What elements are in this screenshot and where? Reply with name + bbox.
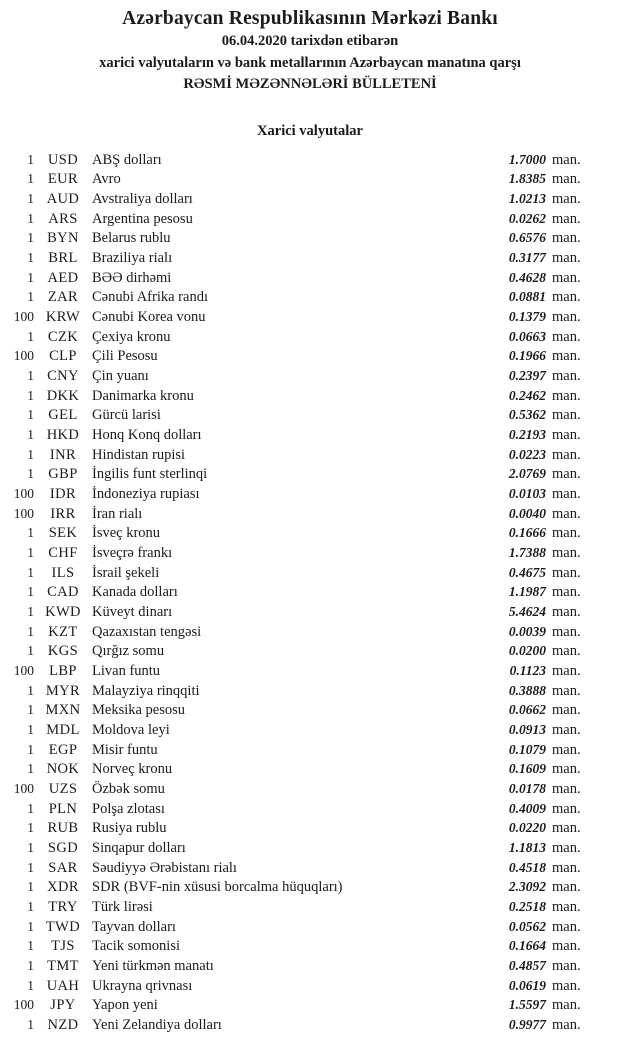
currency-name: Polşa zlotası: [92, 800, 165, 817]
unit-label: man.: [552, 938, 581, 955]
quantity-value: 100: [13, 348, 34, 364]
quantity-value: 1: [27, 171, 34, 187]
rate-value: 0.0220: [508, 820, 546, 836]
quantity-value: 1: [27, 230, 34, 246]
unit-label: man.: [552, 348, 581, 365]
exchange-rate-row: [0, 759, 620, 779]
exchange-rate-row: [0, 582, 620, 602]
currency-code: LBP: [49, 662, 77, 679]
currency-name: Qırğız somu: [92, 643, 165, 660]
unit-label: man.: [552, 603, 581, 620]
exchange-rate-row: [0, 877, 620, 897]
exchange-rate-row: [0, 189, 620, 209]
quantity-value: 100: [13, 308, 34, 324]
currency-name: Ukrayna qrivnası: [92, 977, 193, 994]
unit-label: man.: [552, 308, 581, 325]
rate-value: 1.0213: [508, 190, 546, 206]
unit-label: man.: [552, 800, 581, 817]
quantity-value: 1: [27, 721, 34, 737]
unit-label: man.: [552, 682, 581, 699]
currency-name: Tacik somonisi: [92, 938, 180, 955]
exchange-rate-row: [0, 956, 620, 976]
quantity-value: 1: [27, 899, 34, 915]
unit-label: man.: [552, 505, 581, 522]
currency-code: GEL: [48, 407, 78, 424]
unit-label: man.: [552, 584, 581, 601]
rate-value: 0.1123: [509, 662, 546, 678]
rate-value: 0.4675: [508, 564, 546, 580]
exchange-rate-row: [0, 779, 620, 799]
quantity-value: 100: [13, 662, 34, 678]
unit-label: man.: [552, 328, 581, 345]
exchange-rate-row: [0, 307, 620, 327]
effective-date-line: 06.04.2020 tarixdən etibarən: [221, 33, 399, 49]
unit-label: man.: [552, 741, 581, 758]
rate-value: 0.4628: [508, 269, 546, 285]
rate-value: 0.0619: [508, 977, 546, 993]
currency-name: Çili Pesosu: [92, 348, 158, 365]
rate-value: 0.9977: [508, 1017, 546, 1033]
rate-value: 1.8385: [508, 171, 546, 187]
exchange-rate-row: [0, 858, 620, 878]
bank-title: Azərbaycan Respublikasının Mərkəzi Bankı: [122, 8, 498, 29]
exchange-rate-row: [0, 897, 620, 917]
exchange-rate-row: [0, 386, 620, 406]
rate-value: 0.1079: [508, 741, 546, 757]
unit-label: man.: [552, 171, 581, 188]
currency-name: Moldova leyi: [92, 721, 170, 738]
rate-value: 0.4518: [508, 859, 546, 875]
exchange-rate-row: [0, 838, 620, 858]
currency-code: SEK: [48, 525, 78, 542]
unit-label: man.: [552, 761, 581, 778]
exchange-rate-row: [0, 543, 620, 563]
rate-value: 0.1664: [508, 938, 546, 954]
currency-name: Hindistan rupisi: [92, 446, 186, 463]
rate-value: 0.0663: [508, 328, 546, 344]
bulletin-title-line: RƏSMİ MƏZƏNNƏLƏRİ BÜLLETENİ: [183, 76, 437, 92]
exchange-rate-row: [0, 523, 620, 543]
rate-value: 1.7388: [508, 544, 546, 560]
currency-code: RUB: [47, 820, 79, 837]
quantity-value: 1: [27, 426, 34, 442]
currency-name: İsveçrə frankı: [92, 544, 173, 561]
currency-code: XDR: [47, 879, 79, 896]
rate-value: 0.5362: [508, 407, 546, 423]
currency-code: KGS: [47, 643, 79, 660]
currency-name: Küveyt dinarı: [92, 603, 173, 620]
rate-value: 0.0178: [508, 781, 546, 796]
currency-code: KWD: [45, 603, 81, 620]
quantity-value: 1: [27, 702, 34, 718]
unit-label: man.: [552, 210, 581, 227]
currency-name: Malayziya rinqqiti: [92, 682, 200, 699]
currency-code: JPY: [50, 997, 76, 1014]
currency-name: Argentina pesosu: [92, 210, 193, 227]
currency-name: Honq Konq dolları: [92, 426, 202, 443]
unit-label: man.: [552, 702, 581, 719]
currency-name: İsveç kronu: [92, 525, 161, 542]
currency-name: Avro: [92, 171, 121, 188]
currency-name: Yeni Zelandiya dolları: [92, 1017, 222, 1034]
exchange-rate-row: [0, 464, 620, 484]
exchange-rate-row: [0, 563, 620, 583]
rate-value: 0.2397: [508, 367, 546, 383]
quantity-value: 1: [27, 958, 34, 974]
exchange-rate-row: [0, 268, 620, 288]
currency-name: Cənubi Afrika randı: [92, 289, 208, 306]
currency-code: ILS: [51, 564, 75, 581]
currency-name: Livan funtu: [92, 662, 161, 679]
currency-code: CNY: [47, 367, 79, 384]
quantity-value: 1: [27, 249, 34, 265]
rate-value: 0.2518: [508, 899, 546, 915]
quantity-value: 1: [27, 879, 34, 895]
unit-label: man.: [552, 958, 581, 975]
rate-value: 0.0262: [508, 210, 546, 226]
currency-code: EUR: [47, 171, 79, 188]
rate-value: 0.0913: [508, 721, 546, 737]
exchange-rate-row: [0, 425, 620, 445]
currency-name: Çexiya kronu: [92, 328, 171, 345]
exchange-rate-row: [0, 504, 620, 524]
rate-value: 0.0039: [508, 623, 546, 639]
rate-value: 1.5597: [508, 997, 546, 1013]
currency-name: Belarus rublu: [92, 230, 171, 247]
currency-code: SGD: [47, 840, 79, 857]
currency-name: Qazaxıstan tengəsi: [92, 623, 202, 640]
quantity-value: 1: [27, 682, 34, 698]
currency-name: Tayvan dolları: [92, 918, 176, 935]
rate-value: 0.0662: [508, 702, 546, 718]
currency-code: NZD: [47, 1017, 79, 1034]
unit-label: man.: [552, 407, 581, 424]
unit-label: man.: [552, 820, 581, 837]
unit-label: man.: [552, 485, 581, 502]
unit-label: man.: [552, 643, 581, 660]
exchange-rates-table: [0, 150, 620, 1035]
currency-name: Meksika pesosu: [92, 702, 186, 719]
exchange-rate-row: [0, 1015, 620, 1035]
exchange-rate-row: [0, 799, 620, 819]
unit-label: man.: [552, 879, 581, 896]
quantity-value: 1: [27, 741, 34, 757]
exchange-rate-row: [0, 327, 620, 347]
rate-value: 1.7000: [508, 151, 546, 167]
currency-code: USD: [47, 151, 79, 168]
rate-value: 0.6576: [508, 230, 546, 246]
currency-name: Özbək somu: [92, 781, 165, 797]
rate-value: 0.3177: [508, 249, 546, 265]
currency-code: AED: [47, 269, 79, 286]
exchange-rate-row: [0, 484, 620, 504]
unit-label: man.: [552, 466, 581, 483]
currency-code: CHF: [48, 544, 78, 561]
currency-code: UAH: [46, 977, 80, 994]
quantity-value: 100: [13, 997, 34, 1013]
currency-code: DKK: [46, 387, 80, 404]
currency-name: Yeni türkmən manatı: [92, 958, 214, 975]
currency-code: TRY: [48, 899, 78, 916]
currency-code: EGP: [48, 741, 78, 758]
unit-label: man.: [552, 662, 581, 679]
currency-code: NOK: [46, 761, 80, 778]
currency-code: IRR: [50, 505, 76, 522]
exchange-rate-row: [0, 248, 620, 268]
currency-code: KZT: [48, 623, 78, 640]
exchange-rate-row: [0, 228, 620, 248]
section-title-foreign-currencies: Xarici valyutalar: [257, 122, 363, 139]
unit-label: man.: [552, 426, 581, 443]
quantity-value: 1: [27, 800, 34, 816]
quantity-value: 1: [27, 643, 34, 659]
exchange-rate-row: [0, 681, 620, 701]
currency-name: Rusiya rublu: [92, 820, 167, 837]
unit-label: man.: [552, 367, 581, 384]
unit-label: man.: [552, 977, 581, 994]
exchange-rate-row: [0, 405, 620, 425]
unit-label: man.: [552, 781, 581, 797]
unit-label: man.: [552, 525, 581, 542]
currency-code: PLN: [48, 800, 78, 817]
exchange-rate-row: [0, 287, 620, 307]
quantity-value: 1: [27, 603, 34, 619]
currency-name: SDR (BVF-nin xüsusi borcalma hüquqları): [92, 879, 343, 896]
quantity-value: 1: [27, 938, 34, 954]
exchange-rate-row: [0, 366, 620, 386]
quantity-value: 1: [27, 918, 34, 934]
unit-label: man.: [552, 859, 581, 876]
quantity-value: 1: [27, 544, 34, 560]
exchange-rate-row: [0, 641, 620, 661]
currency-name: İsrail şekeli: [92, 564, 160, 581]
quantity-value: 1: [27, 525, 34, 541]
quantity-value: 1: [27, 820, 34, 836]
unit-label: man.: [552, 564, 581, 581]
currency-name: Gürcü larisi: [92, 407, 161, 424]
currency-name: İndoneziya rupiası: [92, 485, 200, 502]
unit-label: man.: [552, 289, 581, 306]
exchange-rate-row: [0, 740, 620, 760]
currency-code: BYN: [47, 230, 79, 247]
quantity-value: 1: [27, 466, 34, 482]
currency-code: UZS: [48, 781, 78, 797]
currency-code: TWD: [45, 918, 81, 935]
rate-value: 0.3888: [508, 682, 546, 698]
unit-label: man.: [552, 190, 581, 207]
currency-code: ARS: [48, 210, 78, 227]
exchange-rate-row: [0, 720, 620, 740]
currency-name: Avstraliya dolları: [92, 190, 193, 207]
currency-name: Kanada dolları: [92, 584, 178, 601]
exchange-rate-row: [0, 602, 620, 622]
rate-value: 0.1609: [508, 761, 546, 777]
rate-value: 0.2193: [508, 426, 546, 442]
quantity-value: 100: [13, 781, 34, 796]
rate-value: 0.1666: [508, 525, 546, 541]
rate-value: 1.1813: [508, 840, 546, 856]
quantity-value: 1: [27, 367, 34, 383]
currency-code: CLP: [49, 348, 77, 365]
currency-code: BRL: [48, 249, 78, 266]
currency-name: Çin yuanı: [92, 367, 149, 384]
quantity-value: 1: [27, 269, 34, 285]
exchange-rate-row: [0, 995, 620, 1015]
quantity-value: 1: [27, 210, 34, 226]
unit-label: man.: [552, 230, 581, 247]
quantity-value: 1: [27, 407, 34, 423]
currency-name: Yapon yeni: [92, 997, 158, 1014]
quantity-value: 1: [27, 1017, 34, 1033]
unit-label: man.: [552, 1017, 581, 1034]
unit-label: man.: [552, 249, 581, 266]
unit-label: man.: [552, 840, 581, 857]
exchange-rate-row: [0, 622, 620, 642]
exchange-rate-row: [0, 976, 620, 996]
currency-code: MDL: [46, 721, 80, 738]
currency-name: Braziliya rialı: [92, 249, 173, 266]
quantity-value: 100: [13, 505, 34, 521]
rate-value: 0.0103: [508, 485, 546, 501]
quantity-value: 1: [27, 859, 34, 875]
quantity-value: 1: [27, 761, 34, 777]
exchange-rate-row: [0, 445, 620, 465]
rate-value: 0.0040: [508, 505, 546, 521]
rate-value: 0.0223: [508, 446, 546, 462]
currency-code: MXN: [45, 702, 81, 719]
rate-value: 0.1966: [508, 348, 546, 364]
currency-code: AUD: [46, 190, 80, 207]
currency-name: BƏƏ dirhəmi: [92, 269, 172, 286]
rate-value: 0.0200: [508, 643, 546, 659]
quantity-value: 1: [27, 977, 34, 993]
currency-name: Cənubi Korea vonu: [92, 308, 206, 325]
quantity-value: 1: [27, 564, 34, 580]
unit-label: man.: [552, 269, 581, 286]
unit-label: man.: [552, 899, 581, 916]
exchange-rate-row: [0, 209, 620, 229]
currency-name: Norveç kronu: [92, 761, 173, 778]
exchange-rate-row: [0, 150, 620, 170]
currency-code: MYR: [45, 682, 81, 699]
currency-code: SAR: [48, 859, 78, 876]
exchange-rate-row: [0, 700, 620, 720]
currency-code: TJS: [51, 938, 75, 955]
currency-name: ABŞ dolları: [92, 151, 162, 168]
exchange-rate-row: [0, 818, 620, 838]
rate-value: 0.1379: [508, 308, 546, 324]
quantity-value: 1: [27, 151, 34, 167]
currency-name: Misir funtu: [92, 741, 158, 758]
currency-name: Türk lirəsi: [92, 899, 153, 916]
currency-code: ZAR: [47, 289, 79, 306]
document-header: [0, 0, 620, 96]
exchange-rate-row: [0, 917, 620, 937]
currency-code: INR: [49, 446, 77, 463]
currency-code: KRW: [45, 308, 81, 325]
quantity-value: 1: [27, 584, 34, 600]
quantity-value: 1: [27, 840, 34, 856]
quantity-value: 1: [27, 623, 34, 639]
rate-value: 0.0881: [508, 289, 546, 305]
subtitle-line: xarici valyutaların və bank metallarının Azərbaycan manatına qarşı: [99, 54, 521, 71]
currency-code: CZK: [47, 328, 79, 345]
exchange-rate-row: [0, 936, 620, 956]
exchange-rate-row: [0, 169, 620, 189]
quantity-value: 100: [13, 485, 34, 501]
unit-label: man.: [552, 918, 581, 935]
currency-code: IDR: [49, 485, 77, 502]
unit-label: man.: [552, 997, 581, 1014]
currency-name: Danimarka kronu: [92, 387, 194, 404]
unit-label: man.: [552, 623, 581, 640]
quantity-value: 1: [27, 387, 34, 403]
currency-name: İngilis funt sterlinqi: [92, 466, 208, 483]
unit-label: man.: [552, 446, 581, 463]
unit-label: man.: [552, 721, 581, 738]
rate-value: 2.0769: [508, 466, 546, 482]
currency-name: İran rialı: [92, 505, 143, 522]
unit-label: man.: [552, 151, 581, 168]
quantity-value: 1: [27, 446, 34, 462]
exchange-rate-row: [0, 661, 620, 681]
rate-value: 2.3092: [508, 879, 546, 895]
rate-value: 0.4009: [508, 800, 546, 816]
unit-label: man.: [552, 544, 581, 561]
unit-label: man.: [552, 387, 581, 404]
quantity-value: 1: [27, 289, 34, 305]
currency-code: HKD: [46, 426, 80, 443]
currency-code: CAD: [47, 584, 79, 601]
currency-name: Səudiyyə Ərəbistanı rialı: [92, 859, 237, 876]
rate-value: 0.2462: [508, 387, 546, 403]
rate-value: 1.1987: [508, 584, 546, 600]
currency-code: GBP: [48, 466, 78, 483]
currency-code: TMT: [47, 958, 79, 975]
currency-name: Sinqapur dolları: [92, 840, 186, 857]
rate-value: 0.4857: [508, 958, 546, 974]
rate-value: 5.4624: [508, 603, 546, 619]
quantity-value: 1: [27, 328, 34, 344]
exchange-rate-row: [0, 346, 620, 366]
quantity-value: 1: [27, 190, 34, 206]
rate-value: 0.0562: [508, 918, 546, 934]
